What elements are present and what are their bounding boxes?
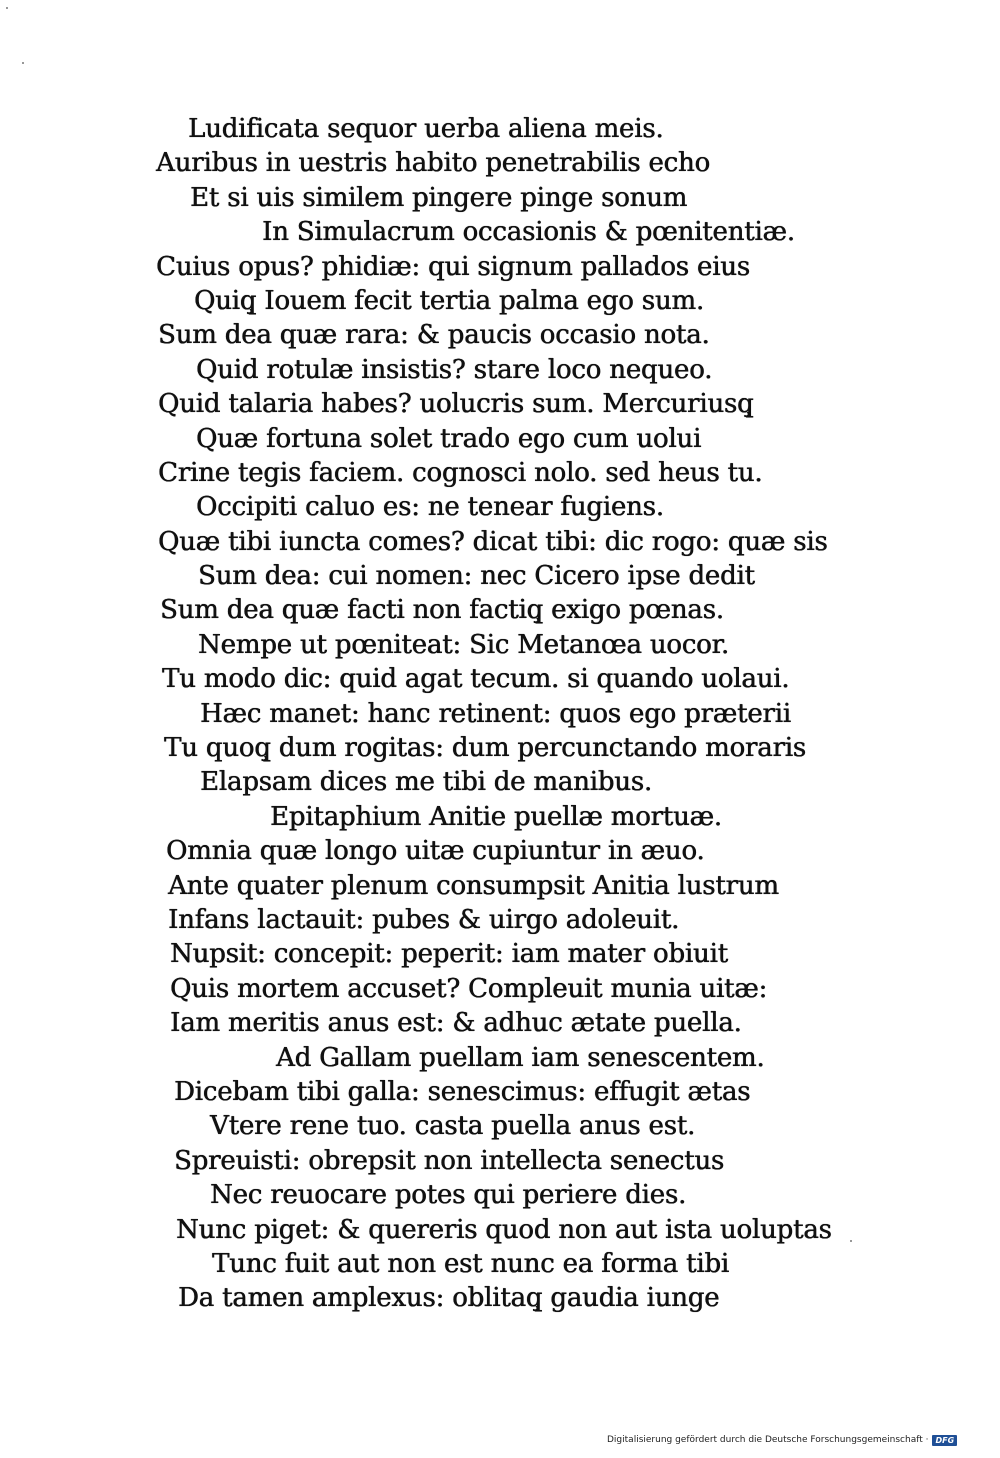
text-line: Et si uis similem pingere pinge sonum (190, 182, 688, 213)
text-line: Quis mortem accuset? Compleuit munia uitæ: (170, 973, 768, 1004)
text-line: Occipiti caluo es: ne tenear fugiens. (196, 492, 664, 523)
text-line: Sum dea: cui nomen: nec Cicero ipse dedit (198, 561, 755, 592)
text-line: Quæ tibi iuncta comes? dicat tibi: dic rogo: quæ sis (158, 526, 828, 557)
text-line: Quæ fortuna solet trado ego cum uolui (196, 423, 702, 454)
text-line: Infans lactauit: pubes & uirgo adoleuit. (168, 904, 680, 935)
text-line: Tu quoq̧ dum rogitas: dum percunctando moraris (164, 733, 806, 764)
text-line: Tunc fuit aut non est nunc ea forma tibi (212, 1248, 729, 1279)
credit-text: Digitalisierung gefördert durch die Deutsche Forschungsgemeinschaft · (607, 1435, 929, 1445)
text-line: Sum dea quæ facti non factiq̧ exigo pœnas. (160, 595, 724, 626)
text-line: Ante quater plenum consumpsit Anitia lustrum (168, 870, 779, 901)
text-line: Iam meritis anus est: & adhuc ætate puella. (170, 1008, 742, 1039)
text-line: Da tamen amplexus: oblitaq̧ gaudia iunge (178, 1283, 720, 1314)
text-line: Ludificata sequor uerba aliena meis. (188, 114, 664, 144)
text-line: Elapsam dices me tibi de manibus. (200, 767, 652, 798)
text-line: Quid talaria habes? uolucris sum. Mercuriusq̧ (158, 389, 754, 420)
text-line: Nec reuocare potes qui periere dies. (210, 1180, 687, 1211)
text-line: Hæc manet: hanc retinent: quos ego præterii (200, 698, 791, 729)
text-line: Nunc piget: & quereris quod non aut ista uoluptas (176, 1214, 832, 1245)
text-line: Omnia quæ longo uitæ cupiuntur in æuo. (166, 836, 705, 867)
scan-speck (6, 7, 8, 9)
text-line: Crine tegis faciem. cognosci nolo. sed heus tu. (158, 457, 763, 488)
text-line: In Simulacrum occasionis & pœnitentiæ. (262, 217, 795, 248)
text-line: Epitaphium Anitie puellæ mortuæ. (270, 801, 722, 832)
text-line: Ad Gallam puellam iam senescentem. (276, 1042, 765, 1073)
text-line: Sum dea quæ rara: & paucis occasio nota. (158, 320, 710, 351)
text-line: Quid rotulæ insistis? stare loco nequeo. (196, 354, 713, 385)
text-line: Auribus in uestris habito penetrabilis echo (156, 148, 710, 179)
text-line: Vtere rene tuo. casta puella anus est. (210, 1111, 696, 1142)
scan-speck (22, 62, 24, 64)
poem-text-block (150, 112, 870, 1316)
text-line: Spreuisti: obrepsit non intellecta senectus (174, 1145, 725, 1176)
text-line: Quiq̧ Iouem fecit tertia palma ego sum. (194, 285, 704, 316)
text-line: Cuius opus? phidiæ: qui signum pallados eius (156, 251, 750, 282)
text-line: Tu modo dic: quid agat tecum. si quando uolaui. (162, 664, 790, 695)
text-line: Nempe ut pœniteat: Sic Metanœa uocor. (198, 629, 729, 660)
text-line: Nupsit: concepit: peperit: iam mater obiuit (170, 939, 728, 970)
dfg-logo-icon: DFG (932, 1435, 957, 1446)
digitization-credit (607, 1433, 957, 1447)
text-line: Dicebam tibi galla: senescimus: effugit ætas (174, 1076, 751, 1107)
